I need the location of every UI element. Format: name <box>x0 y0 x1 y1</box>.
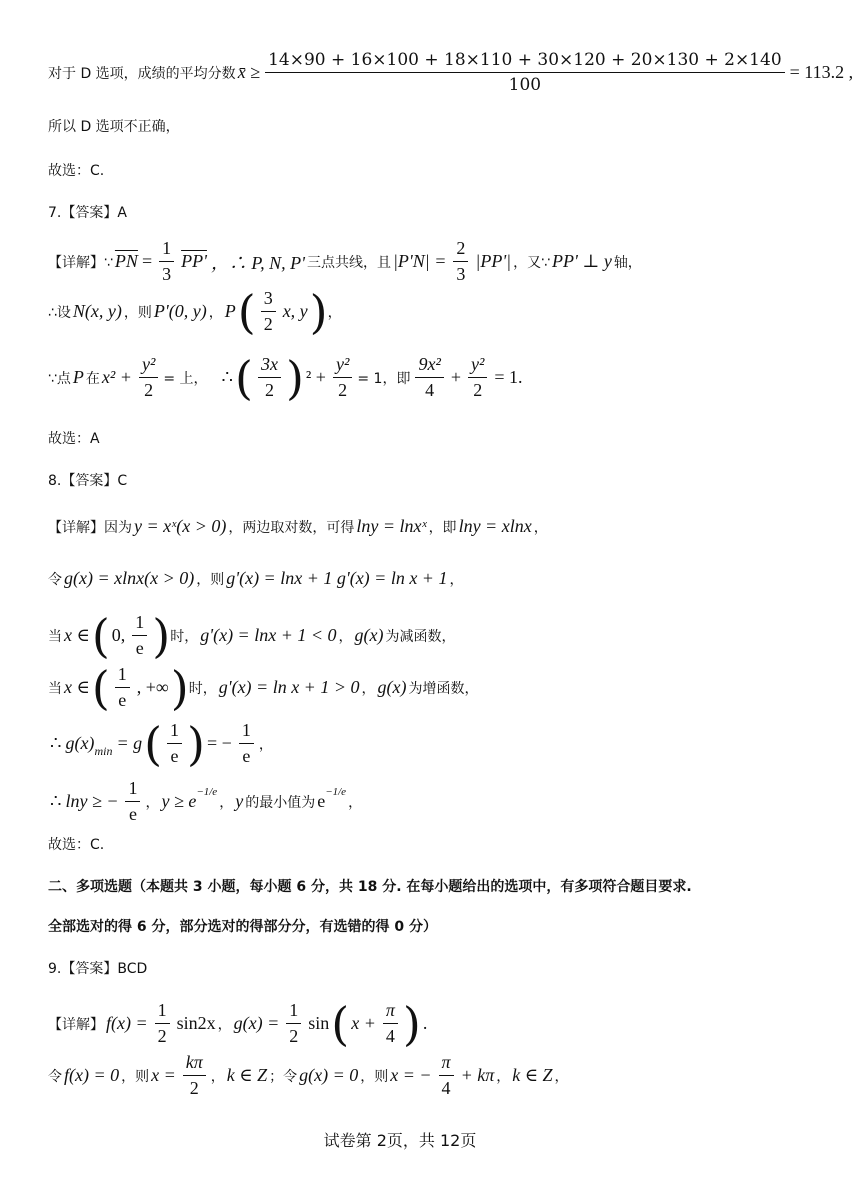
line <box>48 716 770 771</box>
math: |PP'| <box>475 251 512 271</box>
text: ， <box>208 304 223 321</box>
math: |P'N| = <box>392 251 447 271</box>
math: e <box>317 791 326 811</box>
denominator: 2 <box>338 380 348 400</box>
math: y = xˣ(x > 0) <box>134 516 227 536</box>
section-title: 全部选对的得 6 分，部分选对的得部分分，有选错的得 0 分） <box>48 919 437 935</box>
math: P <box>224 301 236 321</box>
line <box>48 834 770 854</box>
math: P'(0, y) <box>153 301 207 321</box>
numerator: 1 <box>239 720 254 744</box>
text: 轴， <box>613 254 642 271</box>
page-number: 试卷第 2页，共 12页 <box>323 1131 477 1150</box>
text: 为减函数， <box>385 628 456 645</box>
fraction <box>237 720 256 767</box>
line <box>48 568 770 589</box>
fraction <box>157 238 176 285</box>
text: ， <box>210 1068 225 1085</box>
numerator: y² <box>333 354 352 378</box>
math: k ∈ Z <box>512 1065 553 1085</box>
text: ，即 <box>428 519 457 536</box>
denominator: 4 <box>441 1078 451 1098</box>
math: ∴ <box>50 791 62 811</box>
text: ，两边取对数，可得 <box>228 519 355 536</box>
fraction <box>113 664 132 711</box>
text: ，则 <box>360 1068 389 1085</box>
text: ， <box>219 794 234 811</box>
math: g(x) = 0 <box>299 1065 359 1085</box>
section-heading <box>48 876 770 896</box>
denominator: 2 <box>263 314 273 334</box>
section-heading-cont <box>48 916 770 936</box>
text: 8.【答案】C <box>48 473 128 489</box>
text: 三点共线，且 <box>306 254 391 271</box>
superscript: −1/e <box>325 785 347 798</box>
denominator: 100 <box>508 75 542 95</box>
math: x, y <box>282 301 308 321</box>
denominator: e <box>128 804 137 824</box>
text: ，则 <box>121 1068 150 1085</box>
line-explain-7 <box>48 238 770 285</box>
math: g(x) <box>354 625 384 645</box>
text: ， <box>361 680 376 697</box>
math: g(x) = <box>233 1013 280 1033</box>
text: ， <box>217 1016 232 1033</box>
text: 在 <box>85 370 100 387</box>
line <box>48 160 770 180</box>
math: N(x, y) <box>72 301 122 321</box>
fraction <box>256 354 283 401</box>
text: 令 <box>48 571 62 588</box>
math: x = <box>151 1065 176 1085</box>
denominator: 3 <box>456 264 466 284</box>
text: 时， <box>170 628 199 645</box>
denominator: e <box>170 746 179 766</box>
numerator: 1 <box>159 238 174 262</box>
math: + kπ <box>460 1065 495 1085</box>
line <box>48 1052 770 1099</box>
text: ， <box>496 1068 511 1085</box>
fraction <box>331 354 354 401</box>
math: k ∈ Z <box>226 1065 268 1085</box>
text: 故选：A <box>48 431 100 447</box>
math: x = − <box>390 1065 432 1085</box>
text: ， <box>348 794 363 811</box>
numerator: 1 <box>286 1000 301 1024</box>
vector-pp: PP' <box>181 251 207 271</box>
numerator: y² <box>468 354 487 378</box>
numerator: y² <box>139 354 158 378</box>
math: f(x) = 0 <box>64 1065 120 1085</box>
fraction <box>137 354 160 401</box>
math: x + <box>351 1013 376 1033</box>
math: 0, <box>111 625 126 645</box>
text: ， <box>338 628 353 645</box>
math: g'(x) = ln x + 1 > 0 <box>218 677 360 697</box>
text: ， <box>449 571 464 588</box>
line <box>48 608 770 663</box>
page-footer <box>0 1128 800 1151</box>
numerator: 1 <box>125 778 140 802</box>
denominator: 2 <box>157 1026 167 1046</box>
math: lny = lnxˣ <box>356 516 427 536</box>
text: 当 <box>48 680 62 697</box>
math: lny ≥ − <box>65 791 119 811</box>
denominator: 2 <box>473 380 483 400</box>
paren-left: ( <box>91 608 110 663</box>
text: 时， <box>188 680 217 697</box>
math: = <box>141 251 153 271</box>
line <box>48 350 770 405</box>
line-explain-8 <box>48 516 770 537</box>
fraction <box>284 1000 303 1047</box>
fraction <box>413 354 445 401</box>
subscript-min: min <box>94 744 113 758</box>
text: = 上， <box>163 370 208 387</box>
math: , +∞ <box>136 677 169 697</box>
fraction <box>437 1052 456 1099</box>
denominator: 3 <box>162 264 172 284</box>
paren-right: ) <box>285 350 304 405</box>
math: g(x) = xlnx(x > 0) <box>64 568 195 588</box>
fraction <box>451 238 470 285</box>
math: ² + <box>305 367 326 387</box>
section-title: 二、多项选题（本题共 3 小题，每小题 6 分，共 18 分. 在每小题给出的选项中，有多项符合题目要求. <box>48 879 692 895</box>
text: ∵点 <box>48 370 71 387</box>
text: 【详解】因为 <box>48 519 132 536</box>
fraction <box>259 288 278 335</box>
fraction <box>165 720 184 767</box>
text: ；令 <box>269 1068 298 1085</box>
math: ∴ <box>221 367 233 387</box>
fraction <box>130 612 149 659</box>
line-option-d-mean <box>48 50 853 95</box>
line-explain-9 <box>48 996 770 1051</box>
numerator: 3x <box>258 354 281 378</box>
text: ∴设 <box>48 304 71 321</box>
math: g(x) <box>65 733 95 753</box>
text: 对于 D 选项，成绩的平均分数 <box>48 65 236 82</box>
paren-right: ) <box>402 996 421 1051</box>
math: x̄ ≥ <box>237 62 261 82</box>
math: . <box>422 1013 428 1033</box>
numerator: 1 <box>155 1000 170 1024</box>
fraction <box>123 778 142 825</box>
text: 当 <box>48 628 62 645</box>
math: sin <box>308 1013 330 1033</box>
denominator: e <box>135 638 144 658</box>
answer-9 <box>48 958 770 978</box>
line <box>48 660 770 715</box>
denominator: 2 <box>264 380 274 400</box>
text: = 1，即 <box>357 370 411 387</box>
numerator: 2 <box>453 238 468 262</box>
math: = 1. <box>494 367 523 387</box>
math: x ∈ <box>64 625 90 645</box>
numerator: 3 <box>261 288 276 312</box>
denominator: 2 <box>144 380 154 400</box>
fraction <box>466 354 489 401</box>
math: y ≥ e <box>161 791 197 811</box>
numerator: 1 <box>167 720 182 744</box>
numerator: 14×90 + 16×100 + 18×110 + 30×120 + 20×130 + 2×140 <box>265 50 785 73</box>
math: g'(x) = lnx + 1 < 0 <box>200 625 337 645</box>
fraction <box>181 1052 208 1099</box>
math: ，∴ P, N, P' <box>210 252 305 273</box>
paren-right: ) <box>187 716 205 771</box>
paren-left: ( <box>237 284 256 339</box>
math: P <box>72 367 84 387</box>
math: x² + <box>101 367 132 387</box>
math: lny = xlnx <box>458 516 532 536</box>
numerator: 1 <box>132 612 147 636</box>
math: x ∈ <box>64 677 90 697</box>
math: = g <box>116 733 143 753</box>
text: 故选：C. <box>48 163 105 179</box>
text: 9.【答案】BCD <box>48 961 148 977</box>
text: ，则 <box>196 571 225 588</box>
line <box>48 778 770 825</box>
paren-left: ( <box>91 660 110 715</box>
denominator: 4 <box>425 380 435 400</box>
math: = − <box>207 733 232 753</box>
text: 为增函数， <box>408 680 479 697</box>
numerator: π <box>439 1052 454 1076</box>
numerator: 1 <box>115 664 130 688</box>
fraction <box>381 1000 400 1047</box>
denominator: 4 <box>385 1026 395 1046</box>
paren-right: ) <box>170 660 189 715</box>
text: ， <box>145 794 160 811</box>
text: ， <box>258 736 273 753</box>
math: ∴ <box>50 733 62 753</box>
text: ，则 <box>123 304 152 321</box>
paren-left: ( <box>235 350 253 405</box>
fraction <box>153 1000 172 1047</box>
text: ， <box>533 519 548 536</box>
paren-left: ( <box>144 716 163 771</box>
line <box>48 284 770 339</box>
numerator: 9x² <box>415 354 443 378</box>
text: 故选：C. <box>48 837 105 853</box>
line <box>48 428 770 448</box>
denominator: e <box>118 690 127 710</box>
paren-right: ) <box>152 608 171 663</box>
denominator: 2 <box>289 1026 299 1046</box>
math: f(x) = <box>106 1013 148 1033</box>
text: 7.【答案】A <box>48 205 127 221</box>
math: sin2x <box>176 1013 216 1033</box>
answer-8 <box>48 470 770 490</box>
text: 【详解】∵ <box>48 254 113 271</box>
text: 令 <box>48 1068 62 1085</box>
text: 的最小值为 <box>245 794 316 811</box>
numerator: π <box>383 1000 398 1024</box>
denominator: 2 <box>189 1078 199 1098</box>
superscript: −1/e <box>196 785 218 798</box>
text: ， <box>554 1068 569 1085</box>
text: 【详解】 <box>48 1016 104 1033</box>
math: + <box>450 367 461 387</box>
math: g(x) <box>377 677 407 697</box>
denominator: e <box>242 746 251 766</box>
answer-7 <box>48 202 770 222</box>
mean-fraction <box>265 50 785 95</box>
paren-right: ) <box>309 284 328 339</box>
math: g'(x) = lnx + 1 g'(x) = ln x + 1 <box>226 568 448 588</box>
math: = 113.2 , <box>789 62 853 82</box>
text: ， <box>327 304 342 321</box>
text: ，又∵ <box>513 254 551 271</box>
vector-pn: $\overline{PN}$ <box>114 251 138 271</box>
numerator: kπ <box>183 1052 206 1076</box>
line <box>48 116 770 136</box>
math: PP' ⊥ y <box>552 251 612 271</box>
text: 所以 D 选项不正确， <box>48 119 180 135</box>
paren-left: ( <box>331 996 350 1051</box>
math: y <box>235 791 244 811</box>
